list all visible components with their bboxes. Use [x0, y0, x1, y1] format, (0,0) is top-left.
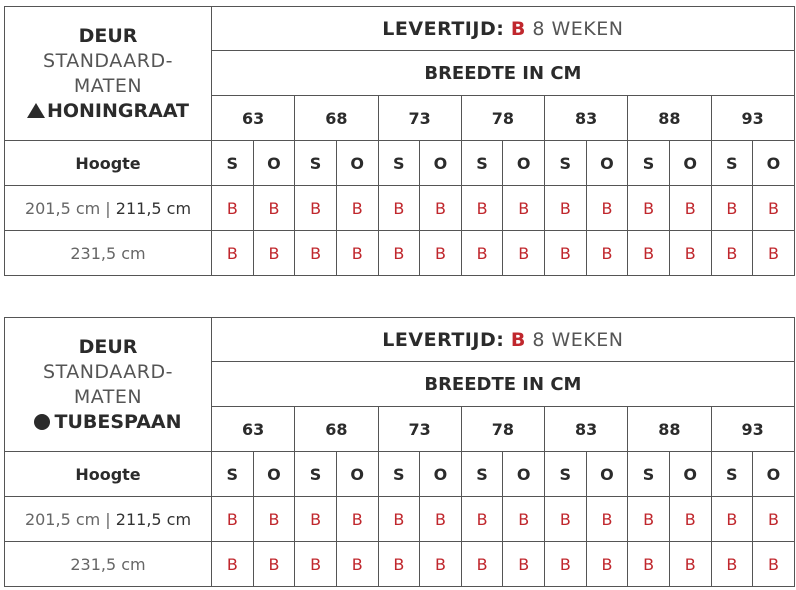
height-value-a: 231,5 cm: [70, 243, 146, 263]
height-separator: |: [100, 509, 116, 529]
availability-cell: B: [378, 186, 420, 231]
table-row: [5, 186, 795, 231]
row-height-label: [5, 497, 212, 542]
product-subtitle-line1: STANDAARD-: [43, 49, 173, 72]
height-value-a: 201,5 cm: [24, 509, 101, 529]
width-header: 93: [711, 407, 794, 452]
sub-column-header: O: [503, 141, 545, 186]
availability-cell: B: [545, 542, 587, 587]
availability-cell: B: [503, 186, 545, 231]
levertijd-label: LEVERTIJD:: [382, 17, 505, 40]
availability-cell: B: [295, 231, 337, 276]
availability-cell: B: [336, 186, 378, 231]
product-header: [5, 318, 212, 452]
width-header: 63: [212, 407, 295, 452]
availability-cell: B: [711, 231, 753, 276]
product-type-label: TUBESPAAN: [54, 410, 182, 433]
width-header: 78: [461, 96, 544, 141]
product-type-label: HONINGRAAT: [46, 99, 190, 122]
width-header: 73: [378, 407, 461, 452]
availability-cell: B: [336, 231, 378, 276]
availability-cell: B: [461, 231, 503, 276]
availability-cell: B: [753, 497, 795, 542]
availability-cell: B: [669, 497, 711, 542]
height-value-b: 211,5 cm: [115, 198, 192, 218]
product-title: DEUR: [78, 335, 138, 358]
availability-cell: B: [420, 231, 462, 276]
availability-cell: B: [503, 542, 545, 587]
levertijd-code: B: [510, 17, 526, 40]
availability-cell: B: [545, 186, 587, 231]
availability-cell: B: [711, 186, 753, 231]
availability-cell: B: [378, 231, 420, 276]
levertijd-header: [212, 318, 795, 362]
availability-cell: B: [753, 542, 795, 587]
sub-column-header: S: [711, 141, 753, 186]
availability-cell: B: [753, 186, 795, 231]
sub-column-header: S: [378, 141, 420, 186]
hoogte-label: Hoogte: [5, 141, 212, 186]
availability-cell: B: [420, 186, 462, 231]
availability-cell: B: [669, 186, 711, 231]
sub-column-header: O: [669, 452, 711, 497]
levertijd-duration: 8 WEKEN: [532, 17, 624, 40]
sub-column-header: O: [420, 452, 462, 497]
sub-column-header: S: [378, 452, 420, 497]
availability-cell: B: [295, 542, 337, 587]
sub-column-header: O: [253, 452, 295, 497]
availability-cell: B: [545, 497, 587, 542]
product-type: [5, 99, 211, 124]
availability-cell: B: [753, 231, 795, 276]
availability-cell: B: [378, 497, 420, 542]
breedte-header: BREEDTE IN CM: [212, 51, 795, 96]
width-header: 88: [628, 407, 711, 452]
table-row: [5, 497, 795, 542]
availability-cell: B: [336, 542, 378, 587]
sub-column-header: O: [420, 141, 462, 186]
availability-table: [4, 6, 795, 276]
availability-cell: B: [586, 186, 628, 231]
sub-column-header: O: [669, 141, 711, 186]
sub-column-header: O: [586, 452, 628, 497]
availability-cell: B: [628, 231, 670, 276]
sub-column-header: O: [586, 141, 628, 186]
sub-column-header: S: [212, 141, 254, 186]
availability-cell: B: [628, 542, 670, 587]
availability-cell: B: [212, 231, 254, 276]
product-title: DEUR: [78, 24, 138, 47]
availability-cell: B: [295, 186, 337, 231]
product-type: [5, 410, 211, 435]
width-header: 83: [545, 96, 628, 141]
availability-cell: B: [253, 231, 295, 276]
availability-cell: B: [212, 542, 254, 587]
availability-cell: B: [420, 497, 462, 542]
circle-icon: [34, 414, 50, 430]
levertijd-header: [212, 7, 795, 51]
width-header: 93: [711, 96, 794, 141]
table-row: [5, 231, 795, 276]
row-height-label: [5, 186, 212, 231]
sub-column-header: O: [503, 452, 545, 497]
width-header: 68: [295, 96, 378, 141]
breedte-header: BREEDTE IN CM: [212, 362, 795, 407]
sub-column-header: S: [212, 452, 254, 497]
availability-cell: B: [503, 497, 545, 542]
sub-column-header: S: [628, 141, 670, 186]
availability-cell: B: [336, 497, 378, 542]
levertijd-label: LEVERTIJD:: [382, 328, 505, 351]
row-height-label: [5, 231, 212, 276]
sub-column-header: S: [545, 141, 587, 186]
width-header: 68: [295, 407, 378, 452]
availability-cell: B: [253, 186, 295, 231]
table-row: [5, 542, 795, 587]
sub-column-header: S: [461, 452, 503, 497]
availability-cell: B: [461, 186, 503, 231]
product-subtitle-line2: MATEN: [73, 74, 143, 97]
availability-cell: B: [253, 542, 295, 587]
availability-cell: B: [420, 542, 462, 587]
availability-cell: B: [503, 231, 545, 276]
width-header: 83: [545, 407, 628, 452]
product-subtitle-line1: STANDAARD-: [43, 360, 173, 383]
sub-column-header: S: [461, 141, 503, 186]
availability-cell: B: [461, 497, 503, 542]
height-value-a: 231,5 cm: [70, 554, 146, 574]
sub-column-header: S: [545, 452, 587, 497]
row-height-label: [5, 542, 212, 587]
sub-column-header: S: [711, 452, 753, 497]
availability-cell: B: [711, 542, 753, 587]
width-header: 63: [212, 96, 295, 141]
availability-cell: B: [669, 231, 711, 276]
hoogte-label: Hoogte: [5, 452, 212, 497]
width-header: 78: [461, 407, 544, 452]
availability-table: [4, 317, 795, 587]
availability-cell: B: [461, 542, 503, 587]
levertijd-duration: 8 WEKEN: [532, 328, 624, 351]
availability-cell: B: [586, 497, 628, 542]
sub-column-header: O: [253, 141, 295, 186]
availability-cell: B: [212, 497, 254, 542]
sub-column-header: S: [295, 452, 337, 497]
width-header: 88: [628, 96, 711, 141]
sub-column-header: S: [295, 141, 337, 186]
height-value-b: 211,5 cm: [115, 509, 192, 529]
product-subtitle-line2: MATEN: [73, 385, 143, 408]
sub-column-header: O: [336, 141, 378, 186]
availability-cell: B: [295, 497, 337, 542]
availability-cell: B: [378, 542, 420, 587]
availability-cell: B: [545, 231, 587, 276]
availability-cell: B: [669, 542, 711, 587]
sub-column-header: S: [628, 452, 670, 497]
sub-column-header: O: [753, 452, 795, 497]
sub-column-header: O: [336, 452, 378, 497]
availability-cell: B: [212, 186, 254, 231]
availability-cell: B: [628, 497, 670, 542]
availability-cell: B: [628, 186, 670, 231]
height-value-a: 201,5 cm: [24, 198, 101, 218]
availability-cell: B: [711, 497, 753, 542]
availability-cell: B: [586, 542, 628, 587]
product-header: [5, 7, 212, 141]
availability-cell: B: [253, 497, 295, 542]
width-header: 73: [378, 96, 461, 141]
height-separator: |: [100, 198, 116, 218]
triangle-icon: [27, 103, 45, 118]
levertijd-code: B: [510, 328, 526, 351]
availability-cell: B: [586, 231, 628, 276]
sub-column-header: O: [753, 141, 795, 186]
